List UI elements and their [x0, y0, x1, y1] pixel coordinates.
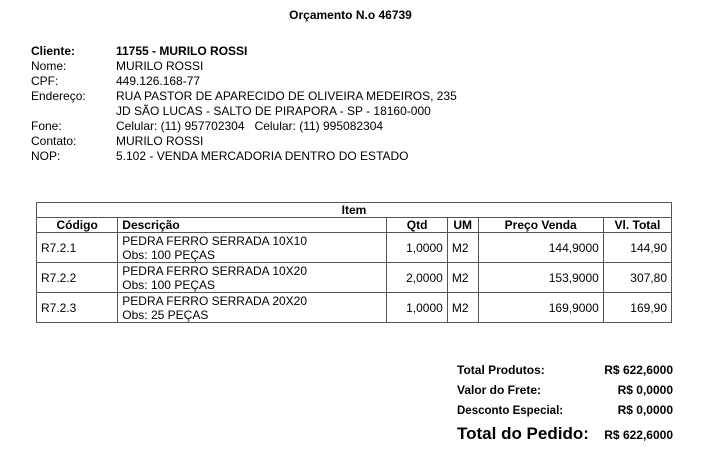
- col-header-qtd: Qtd: [387, 218, 447, 233]
- cell-codigo: R7.2.3: [37, 293, 118, 323]
- nop-value: 5.102 - VENDA MERCADORIA DENTRO DO ESTADO: [116, 149, 409, 163]
- col-header-total: Vl. Total: [603, 218, 671, 233]
- address-row: [31, 89, 457, 104]
- nop-label: NOP:: [31, 149, 61, 163]
- item-description: PEDRA FERRO SERRADA 10X20: [122, 263, 308, 278]
- name-row: [31, 59, 457, 74]
- contact-row: [31, 134, 457, 149]
- phone-value: Celular: (11) 957702304 Celular: (11) 995082304: [116, 119, 384, 133]
- col-header-preco: Preço Venda: [478, 218, 603, 233]
- item-obs: Obs: 100 PEÇAS: [122, 277, 215, 292]
- phone-label: Fone:: [31, 119, 62, 133]
- cell-um: M2: [447, 263, 478, 293]
- cpf-value: 449.126.168-77: [116, 74, 201, 88]
- total-pedido-value: R$ 622,6000: [604, 428, 673, 442]
- address-label: Endereço:: [31, 89, 86, 103]
- table-row: [37, 233, 672, 263]
- item-obs: Obs: 100 PEÇAS: [122, 247, 215, 262]
- desconto-value: R$ 0,0000: [617, 403, 673, 417]
- cell-preco: 144,9000: [478, 233, 603, 263]
- cpf-row: [31, 74, 457, 89]
- contact-label: Contato:: [31, 134, 77, 148]
- cell-descricao: [118, 263, 387, 293]
- cell-codigo: R7.2.2: [37, 263, 118, 293]
- page-title: Orçamento N.o 46739: [289, 8, 412, 22]
- address-line2: JD SÃO LUCAS - SALTO DE PIRAPORA - SP - 18160-000: [116, 104, 431, 118]
- nop-row: [31, 149, 457, 164]
- desconto-label: Desconto Especial:: [457, 405, 564, 417]
- cell-total: 169,90: [603, 293, 671, 323]
- total-pedido-label: Total do Pedido:: [457, 424, 589, 443]
- col-header-um: UM: [447, 218, 478, 233]
- contact-value: MURILO ROSSI: [116, 134, 204, 148]
- total-pedido-row: [457, 422, 673, 446]
- cell-total: 307,80: [603, 263, 671, 293]
- address-line1: RUA PASTOR DE APARECIDO DE OLIVEIRA MEDEIROS, 235: [116, 89, 457, 103]
- cell-preco: 169,9000: [478, 293, 603, 323]
- cpf-label: CPF:: [31, 74, 59, 88]
- totals-block: [457, 360, 673, 446]
- cell-descricao: [118, 233, 387, 263]
- cell-qtd: 1,0000: [387, 233, 447, 263]
- frete-value: R$ 0,0000: [617, 383, 673, 397]
- client-info: [31, 44, 457, 164]
- cell-qtd: 1,0000: [387, 293, 447, 323]
- item-description: PEDRA FERRO SERRADA 20X20: [122, 293, 308, 308]
- client-value: 11755 - MURILO ROSSI: [116, 44, 248, 58]
- cell-descricao: [118, 293, 387, 323]
- client-label: Cliente:: [31, 44, 76, 58]
- phone-row: [31, 119, 457, 134]
- cell-um: M2: [447, 293, 478, 323]
- desconto-row: [457, 400, 673, 420]
- address-row-2: [31, 104, 457, 119]
- cell-total: 144,90: [603, 233, 671, 263]
- table-row: [37, 263, 672, 293]
- name-value: MURILO ROSSI: [116, 59, 204, 73]
- item-group-header: Item: [37, 203, 672, 218]
- total-produtos-row: [457, 360, 673, 380]
- items-table: [36, 202, 672, 323]
- table-row: [37, 293, 672, 323]
- item-obs: Obs: 25 PEÇAS: [122, 307, 209, 322]
- frete-row: [457, 380, 673, 400]
- frete-label: Valor do Frete:: [457, 383, 542, 397]
- cell-qtd: 2,0000: [387, 263, 447, 293]
- client-row: [31, 44, 457, 59]
- cell-preco: 153,9000: [478, 263, 603, 293]
- cell-um: M2: [447, 233, 478, 263]
- total-produtos-label: Total Produtos:: [457, 363, 545, 377]
- total-produtos-value: R$ 622,6000: [604, 363, 673, 377]
- cell-codigo: R7.2.1: [37, 233, 118, 263]
- col-header-codigo: Código: [37, 218, 118, 233]
- col-header-descricao: Descrição: [118, 218, 387, 233]
- name-label: Nome:: [31, 59, 67, 73]
- item-description: PEDRA FERRO SERRADA 10X10: [122, 233, 308, 248]
